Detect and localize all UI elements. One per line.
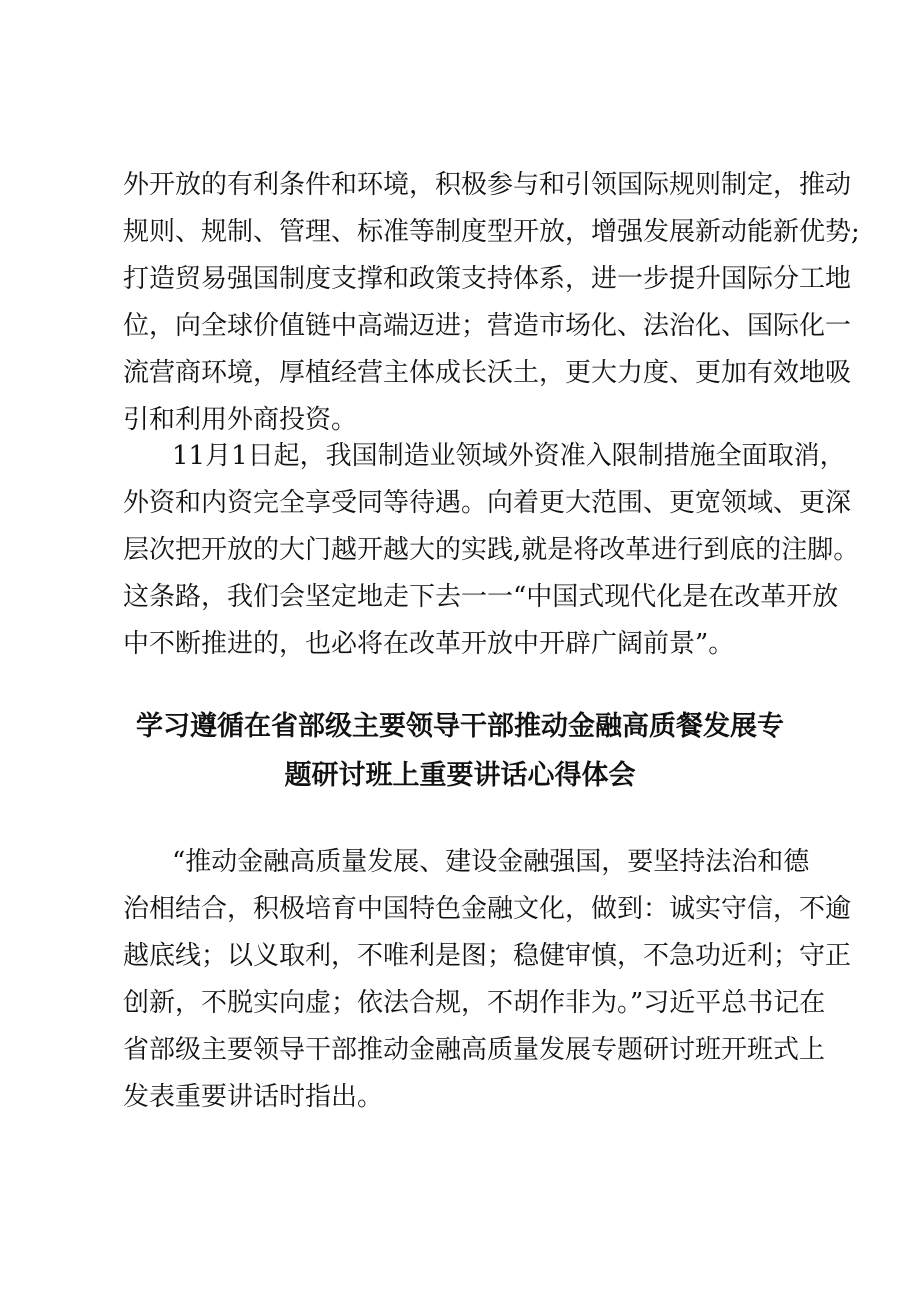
text-line: 创新，不脱实向虚；依法合规，不胡作非为。”习近平总书记在 [123,988,826,1018]
text-line: 引和利用外商投资。 [123,405,358,435]
text-line: 治相结合，积极培育中国特色金融文化，做到：诚实守信，不逾 [123,894,852,924]
text-line: 省部级主要领导干部推动金融高质量发展专题研讨班开班式上 [123,1035,826,1065]
text-line: 流营商环境，厚植经营主体成长沃土，更大力度、更加有效地吸 [123,358,852,388]
text-line: 层次把开放的大门越开越大的实践,就是将改革进行到底的注脚。 [123,535,860,565]
text-line: 外开放的有利条件和环境，积极参与和引领国际规则制定，推动 [123,170,852,200]
text-line: 位，向全球价值链中高端迈进；营造市场化、法治化、国际化一 [123,311,852,341]
text-line: 发表重要讲话时指出。 [123,1082,384,1112]
text-line: 打造贸易强国制度支撑和政策支持体系，进一步提升国际分工地 [123,264,852,294]
text-line: 规则、规制、管理、标准等制度型开放，增强发展新动能新优势; [123,217,860,247]
text-line: “推动金融高质量发展、建设金融强国，要坚持法治和德 [172,847,810,877]
text-line: 越底线；以义取利，不唯利是图；稳健审慎，不急功近利；守正 [123,941,852,971]
section-title-line-2: 题研讨班上重要讲话心得体会 [284,760,636,791]
section-title-line-1: 学习遵循在省部级主要领导干部推动金融高质餐发展专 [136,711,784,742]
text-line: 外资和内资完全享受同等待遇。向着更大范围、更宽领域、更深 [123,488,852,518]
text-line: 中不断推进的，也必将在改革开放中开辟广阔前景”。 [123,629,735,659]
text-line: 这条路，我们会坚定地走下去一一“中国式现代化是在改革开放 [123,582,839,612]
text-line: 11月1日起，我国制造业领域外资准入限制措施全面取消， [172,441,846,471]
